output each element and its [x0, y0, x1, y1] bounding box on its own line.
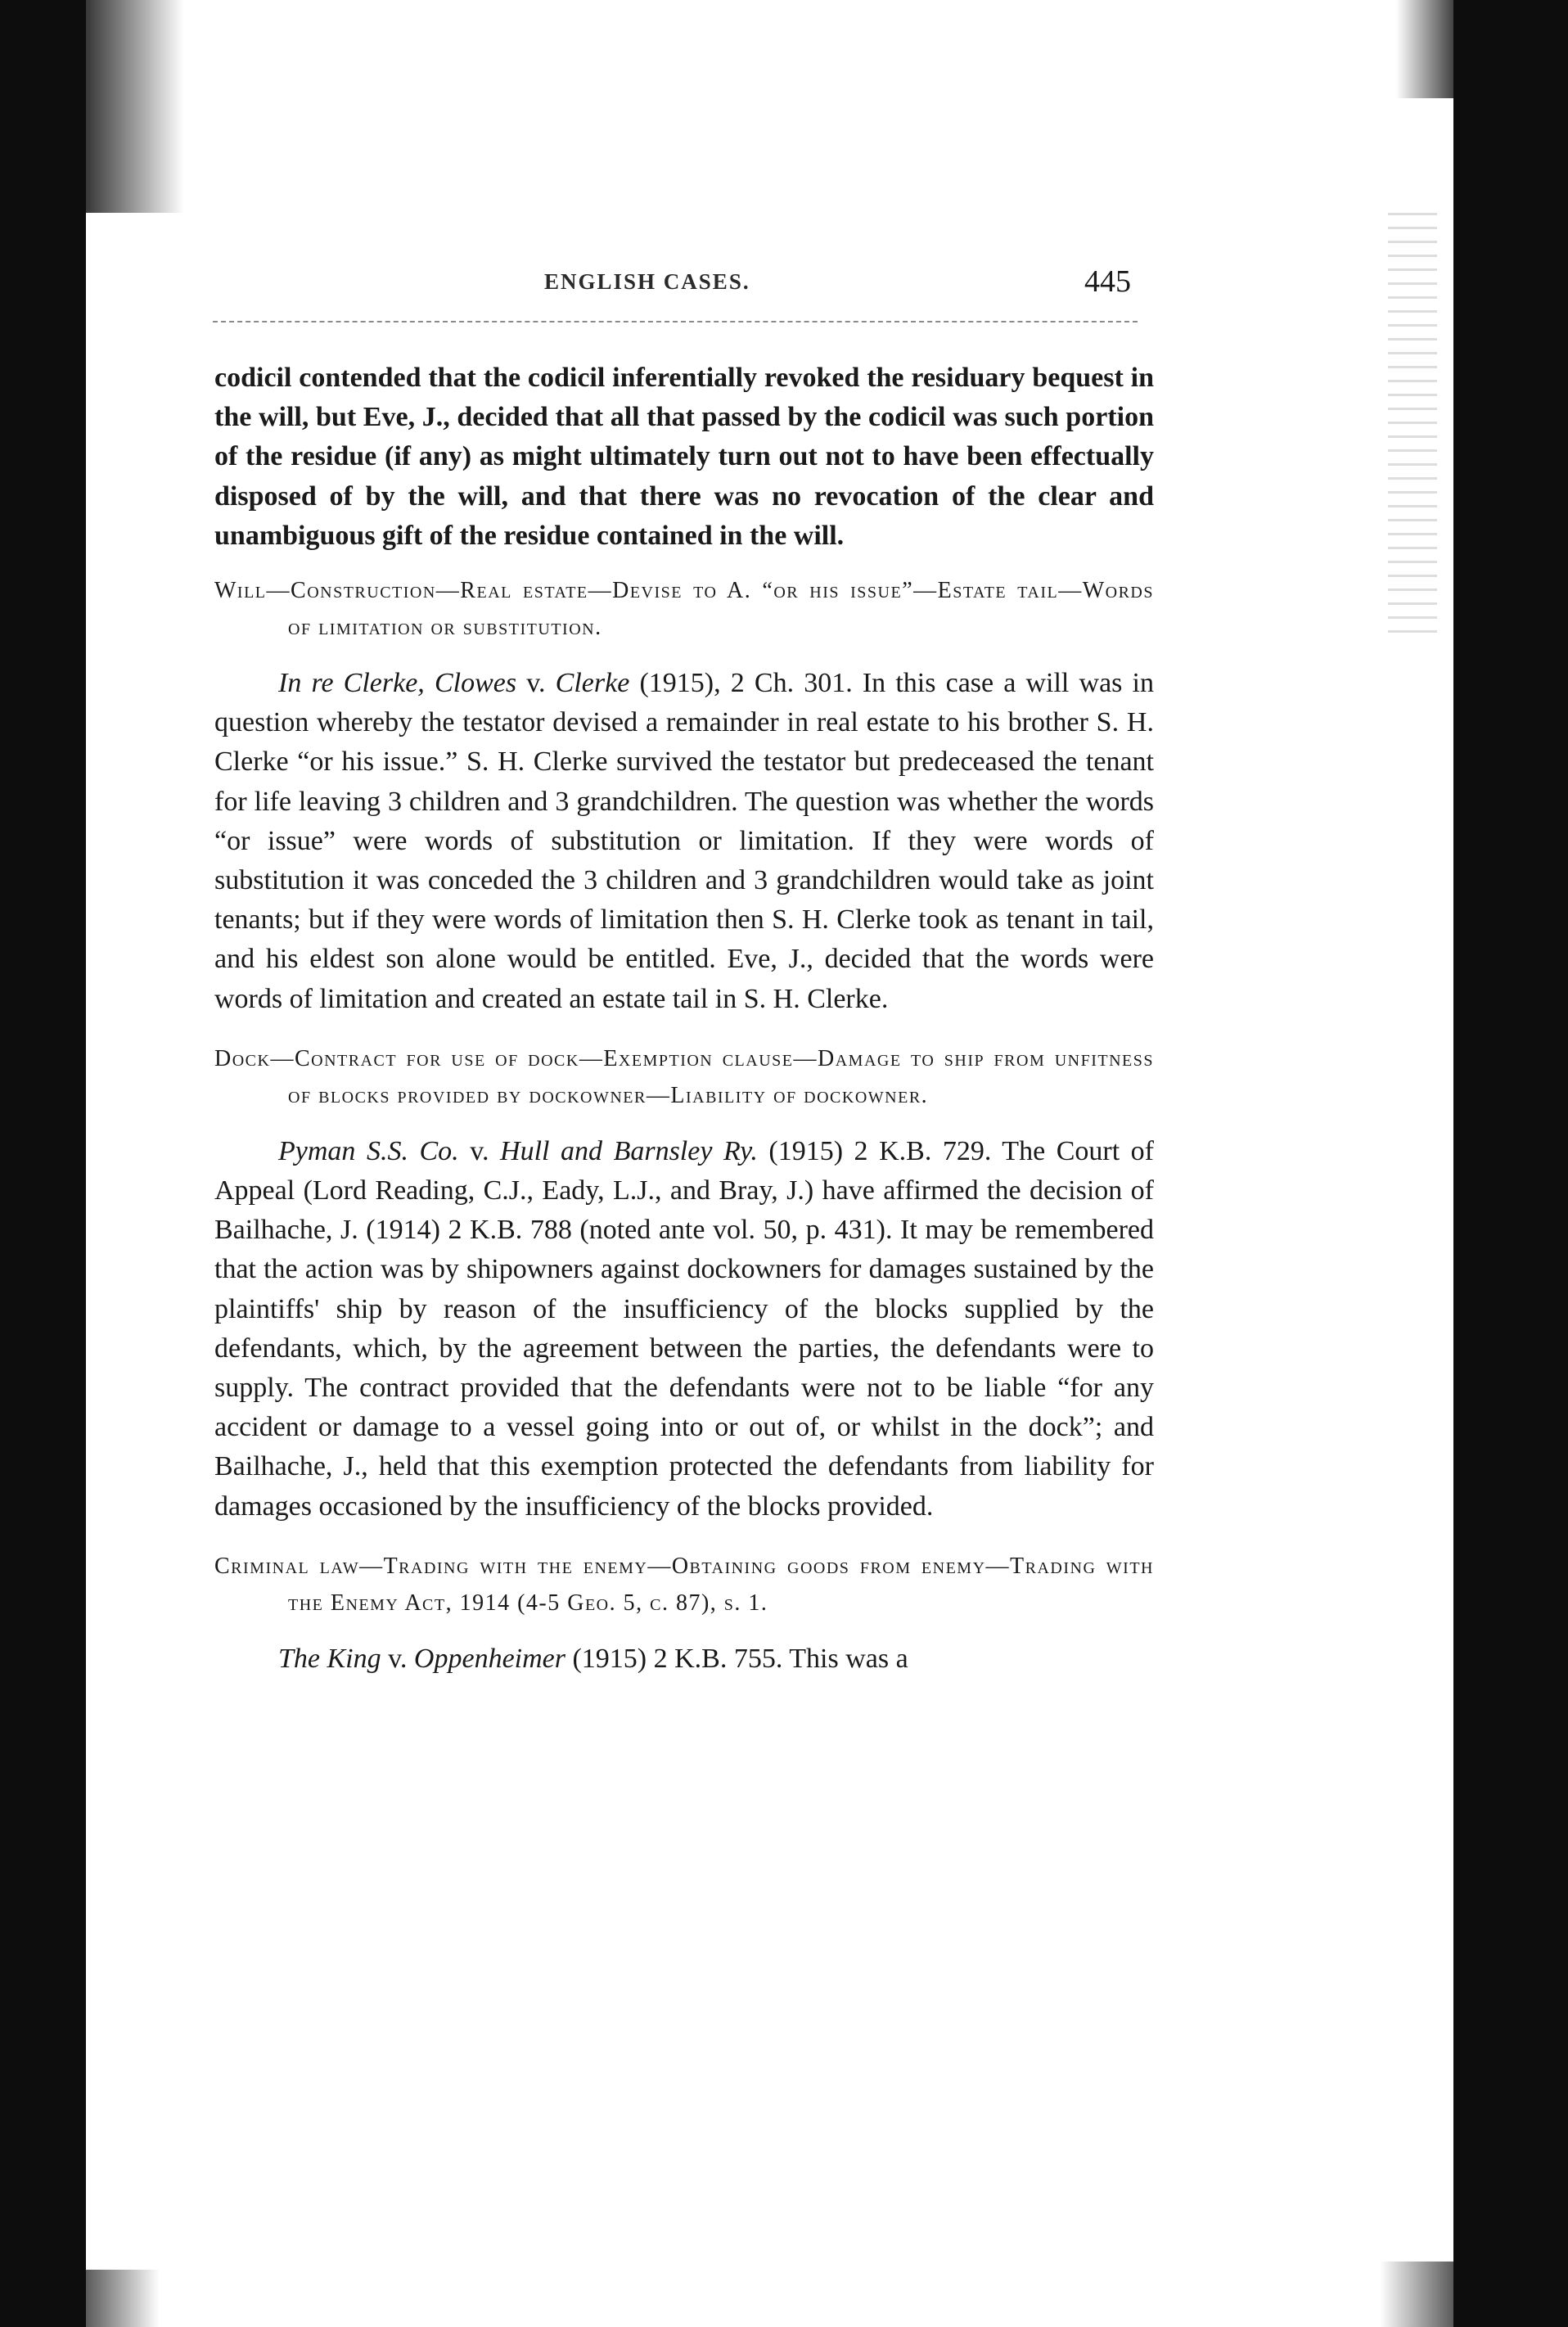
- case-versus: v.: [516, 668, 556, 699]
- header-rule: [213, 321, 1138, 322]
- scan-border-right-bottom-shadow: [1380, 2262, 1453, 2327]
- case-section-will: [214, 572, 1154, 1019]
- case-reference: (1915) 2 K.B. 755.: [565, 1643, 783, 1674]
- scan-border-right-shadow: [1396, 0, 1453, 98]
- case-body: The Court of Appeal (Lord Reading, C.J., Eady, L.J., and Bray, J.) have affirmed the decision of Bailhache, J. (1914) 2 K.B. 788 (noted ante vol. 50, p. 431). It may be remembered that the action was by shipowners against dockowners for damages sustained by the plaintiffs' ship by reason of the insufficiency of the blocks supplied by the defendants, which, by the agreement between the parties, the defendants were to supply. The contract provided that the defendants were not to be liable “for any accident or damage to a vessel going into or out of, or whilst in the dock”; and Bailhache, J., held that this exemption protected the defendants from liability for damages occasioned by the insufficiency of the blocks provided.: [214, 1135, 1154, 1522]
- case-versus: v.: [458, 1135, 501, 1166]
- case-section-dock: [214, 1040, 1154, 1527]
- case-body: This was a: [782, 1643, 908, 1674]
- case-paragraph: [214, 1132, 1154, 1527]
- case-name: Pyman S.S. Co.: [278, 1135, 459, 1166]
- case-paragraph: [214, 664, 1154, 1019]
- case-section-criminal-law: [214, 1548, 1154, 1679]
- case-versus: v.: [381, 1643, 414, 1674]
- text-column: [214, 359, 1154, 1700]
- case-paragraph: [214, 1639, 1154, 1679]
- page-number: 445: [1084, 264, 1131, 299]
- scan-speckle: [1388, 213, 1437, 638]
- case-reference: (1915), 2 Ch. 301.: [629, 668, 853, 699]
- case-party: Oppenheimer: [413, 1643, 565, 1674]
- running-head: ENGLISH CASES.: [544, 269, 750, 294]
- scan-border-left: [0, 0, 86, 2327]
- case-name: The King: [278, 1643, 381, 1674]
- case-party: Hull and Barnsley Ry.: [500, 1135, 758, 1166]
- scan-border-left-shadow: [86, 0, 184, 213]
- case-heading: Dock—Contract for use of dock—Exemption clause—Damage to ship from unfitness of blocks provided by dockowner—Liability of dockowner.: [214, 1045, 1155, 1108]
- case-body: In this case a will was in question whereby the testator devised a remainder in real estate to his brother S. H. Clerke “or his issue.” S. H. Clerke survived the testator but predeceased the tenant for life leaving 3 children and 3 grandchildren. The question was whether the words “or issue” were words of substitution or limitation. If they were words of substitution it was conceded the 3 children and 3 grandchildren would take as joint tenants; but if they were words of limitation then S. H. Clerke took as tenant in tail, and his eldest son alone would be entitled. Eve, J., decided that the words were words of limitation and created an estate tail in S. H. Clerke.: [214, 668, 1154, 1014]
- scan-border-left-bottom-shadow: [86, 2270, 160, 2327]
- case-party: Clerke: [555, 668, 630, 699]
- continuation-paragraph: codicil contended that the codicil inferentially revoked the residuary bequest in the will, but Eve, J., decided that all that passed by the codicil was such portion of the residue (if any) as might ultimately turn out not to have been effectually disposed of by the will, and that there was no revocation of the clear and unambiguous gift of the residue contained in the will.: [214, 363, 1154, 551]
- case-reference: (1915) 2 K.B. 729.: [757, 1135, 992, 1166]
- scan-border-right: [1453, 0, 1568, 2327]
- case-heading: Criminal law—Trading with the enemy—Obtaining goods from enemy—Trading with the Enemy Act, 1914 (4-5 Geo. 5, c. 87), s. 1.: [214, 1553, 1154, 1616]
- case-name: In re Clerke, Clowes: [278, 668, 517, 699]
- case-heading: Will—Construction—Real estate—Devise to A. “or his issue”—Estate tail—Words of limitation or substitution.: [214, 578, 1154, 641]
